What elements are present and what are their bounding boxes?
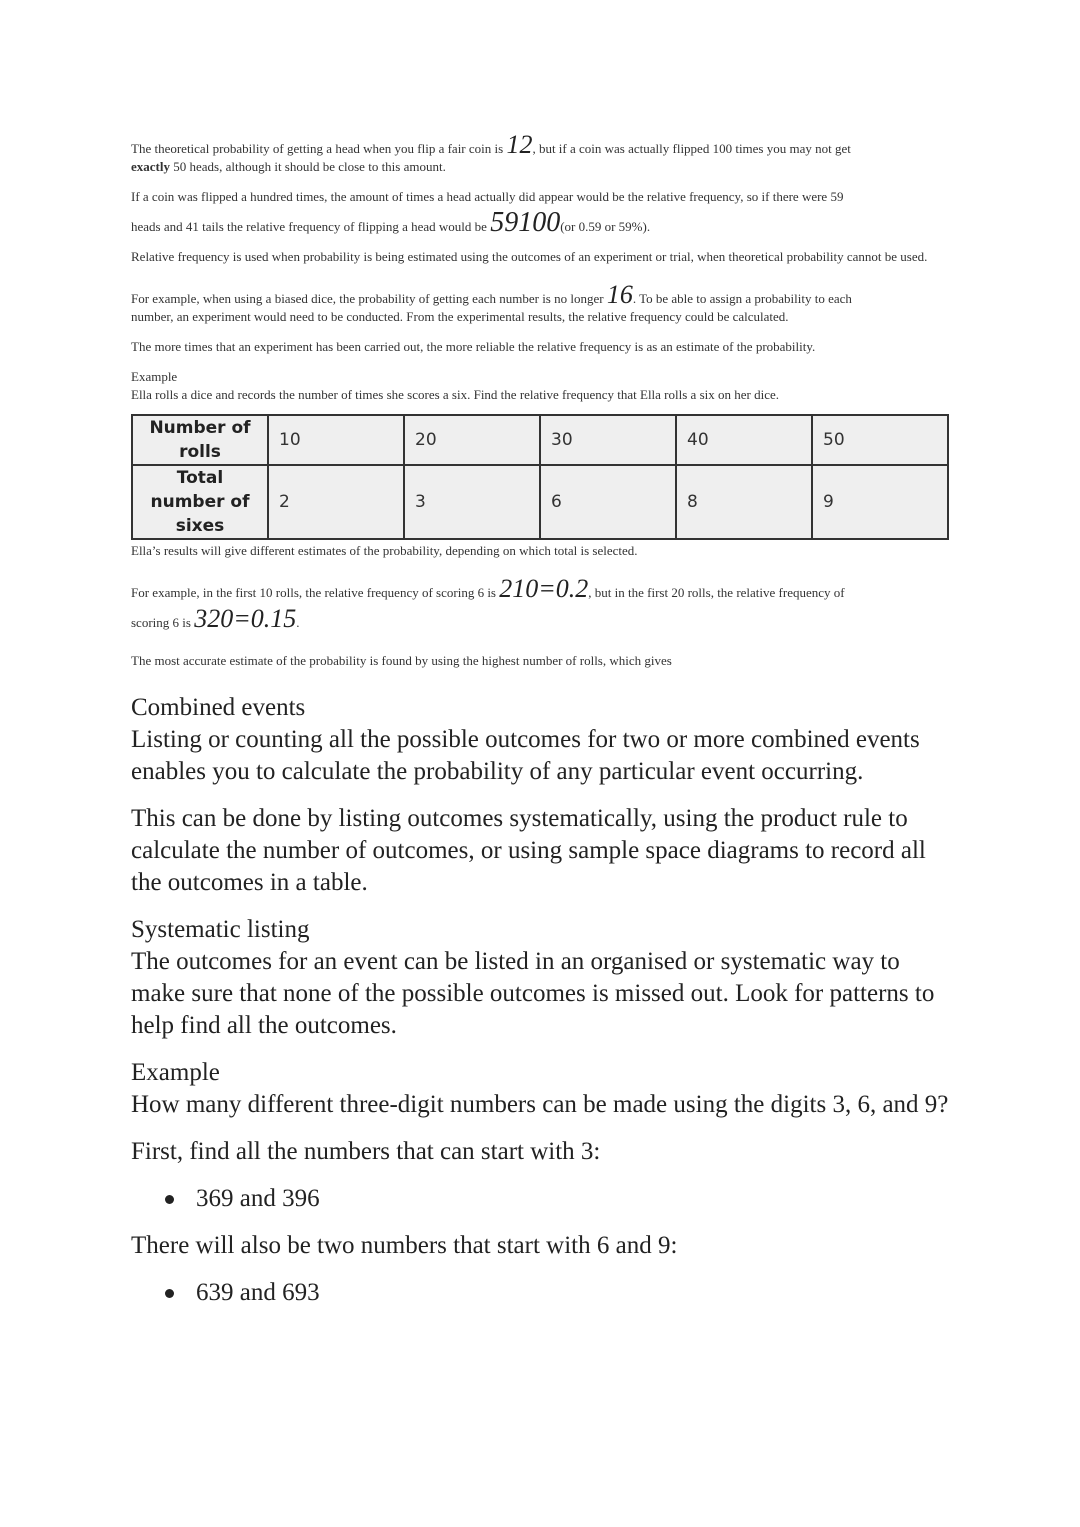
table-cell: 50 [812, 415, 948, 465]
bold-word-exactly: exactly [131, 159, 170, 174]
row-header: Total number of sixes [132, 465, 268, 539]
text: , but in the first 20 rolls, the relative frequency of [588, 585, 845, 600]
example-question: How many different three-digit numbers can be made using the digits 3, 6, and 9? [131, 1091, 949, 1118]
bullet-icon [165, 1289, 174, 1298]
document-page [131, 0, 951, 1309]
paragraph: The outcomes for an event can be listed in an organised or systematic way to make sure that none of the possible outcomes is missed out. Look for patterns to help find all the outcomes. [131, 948, 935, 1039]
text: 639 and 693 [196, 1279, 320, 1306]
paragraph: Listing or counting all the possible outcomes for two or more combined events enables you to calculate the probability of any particular event occurring. [131, 726, 920, 785]
table-cell: 8 [676, 465, 812, 539]
bullet-list [131, 1183, 951, 1215]
paragraph-example-calc [131, 574, 951, 633]
bullet-list [131, 1277, 951, 1309]
table-cell: 10 [268, 415, 404, 465]
text: . To be able to assign a probability to each [632, 291, 852, 306]
bullet-icon [165, 1195, 174, 1204]
math-fraction-59-100: 59100 [490, 207, 561, 238]
example-block [131, 368, 951, 404]
math-expression-first: 210=0.2 [499, 574, 589, 603]
table-cell: 9 [812, 465, 948, 539]
text: The theoretical probability of getting a head when you flip a fair coin is [131, 141, 507, 156]
list-item [131, 1277, 951, 1309]
paragraph-reliability: The more times that an experiment has been carried out, the more reliable the relative frequency is as an estimate of the probability. [131, 339, 816, 354]
paragraph-after-table: Ella’s results will give different estimates of the probability, depending on which total is selected. [131, 543, 638, 558]
text: For example, when using a biased dice, the probability of getting each number is no longer [131, 291, 607, 306]
text: 50 heads, although it should be close to this amount. [169, 159, 446, 174]
math-fraction-one-sixth: 16 [606, 280, 633, 309]
list-item [131, 1183, 951, 1215]
table-row [132, 465, 948, 539]
table-cell: 30 [540, 415, 676, 465]
text-line [131, 604, 300, 633]
example-question: Ella rolls a dice and records the number of times she scores a six. Find the relative frequency that Ella rolls a six on her dice. [131, 387, 779, 402]
text: scoring 6 is [131, 615, 195, 630]
math-expression-second: 320=0.15 [194, 604, 297, 633]
text: , but if a coin was actually flipped 100 times you may not get [532, 141, 851, 156]
combined-events-section [131, 692, 951, 899]
paragraph-coin-flip [131, 188, 951, 236]
paragraph: This can be done by listing outcomes systematically, using the product rule to calculate the number of outcomes, or using sample space diagrams to record all the outcomes in a table. [131, 805, 926, 896]
results-table [131, 414, 949, 540]
table-cell: 6 [540, 465, 676, 539]
text: number, an experiment would need to be conducted. From the experimental results, the relative frequency could be calculated. [131, 309, 789, 324]
paragraph-relative-frequency-use: Relative frequency is used when probability is being estimated using the outcomes of an experiment or trial, when theoretical probability cannot be used. [131, 249, 928, 264]
table-cell: 20 [404, 415, 540, 465]
table-cell: 3 [404, 465, 540, 539]
table-cell: 2 [268, 465, 404, 539]
text: heads and 41 tails the relative frequency of flipping a head would be [131, 219, 491, 234]
systematic-listing-section [131, 914, 951, 1309]
text: If a coin was flipped a hundred times, the amount of times a head actually did appear would be the relative frequency, so if there were 59 [131, 189, 844, 204]
table-cell: 40 [676, 415, 812, 465]
example-label: Example [131, 369, 178, 384]
section-heading: Systematic listing [131, 916, 310, 943]
row-header: Number of rolls [132, 415, 268, 465]
table-row [132, 415, 948, 465]
text: (or 0.59 or 59%). [560, 219, 651, 234]
paragraph: First, find all the numbers that can start with 3: [131, 1138, 601, 1165]
section-heading: Combined events [131, 694, 306, 721]
paragraph: There will also be two numbers that start with 6 and 9: [131, 1232, 678, 1259]
example-label: Example [131, 1059, 220, 1086]
paragraph-biased-dice [131, 280, 951, 326]
text: 369 and 396 [196, 1185, 320, 1212]
math-fraction-one-half: 12 [506, 130, 533, 159]
text-line [131, 207, 651, 238]
paragraph-theoretical-probability [131, 130, 951, 176]
text: . [296, 615, 300, 630]
text: For example, in the first 10 rolls, the relative frequency of scoring 6 is [131, 585, 500, 600]
paragraph-most-accurate: The most accurate estimate of the probability is found by using the highest number of rolls, which gives [131, 653, 672, 668]
